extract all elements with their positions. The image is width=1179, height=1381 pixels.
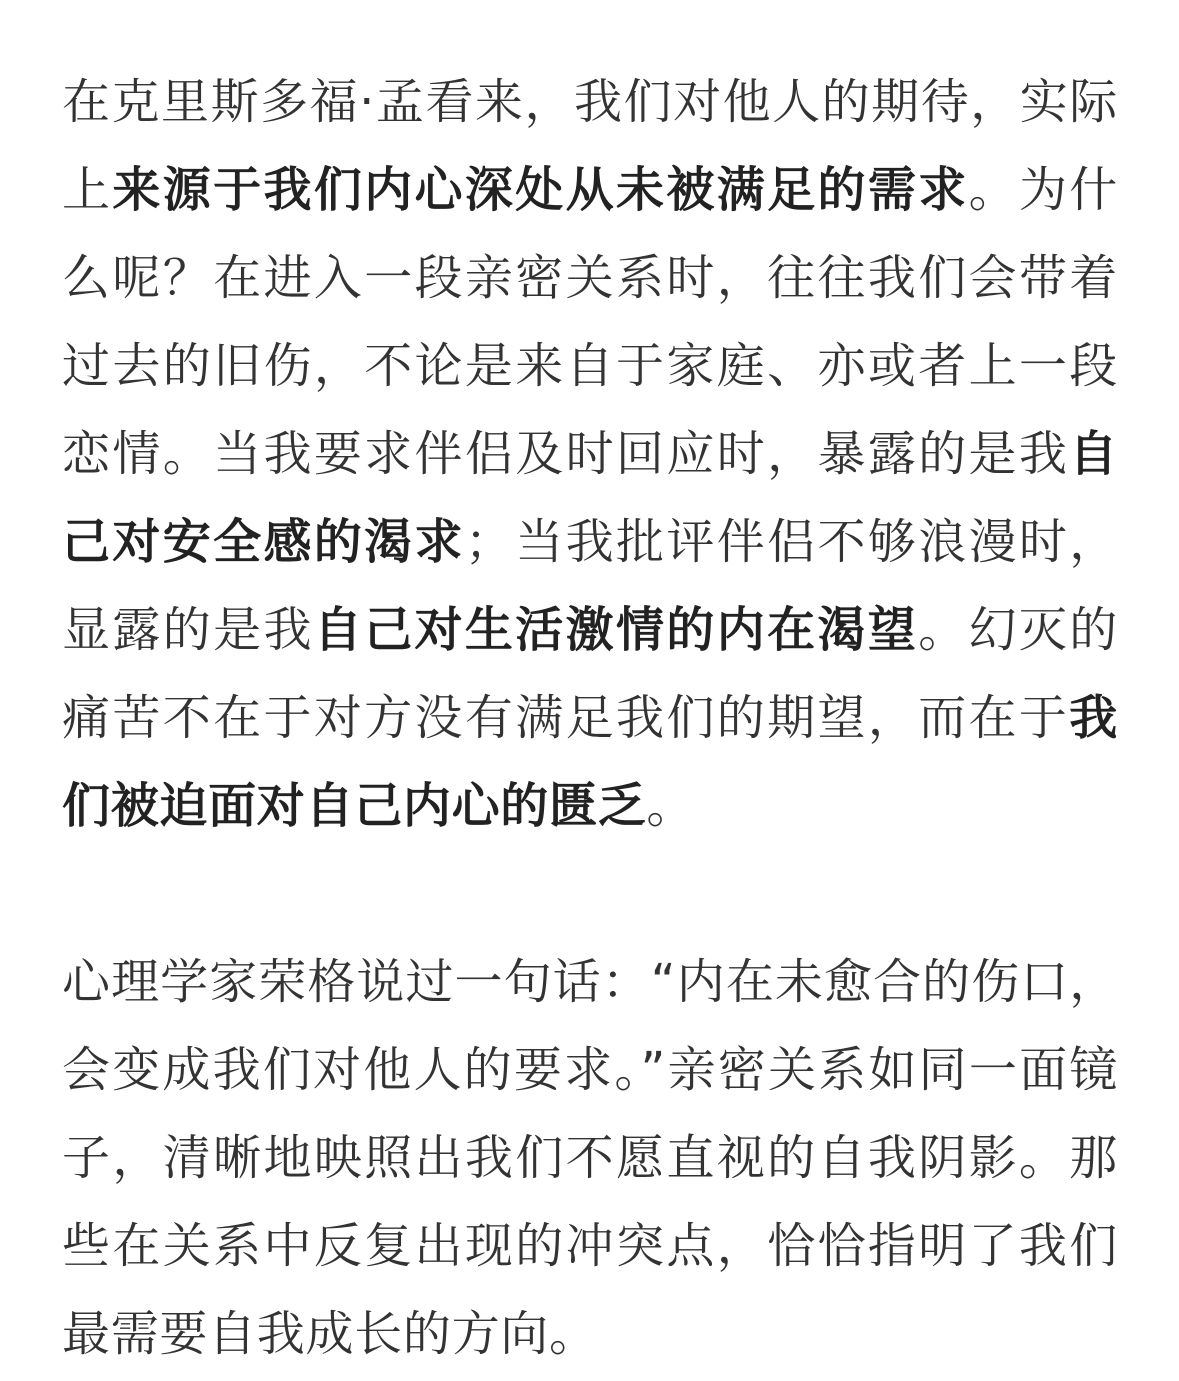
paragraph-1-emphasis-3: 自己对生活激情的内在渴望 (313, 602, 919, 658)
paragraph-1-text-2: 。为什么呢？在进入一段亲密关系时，往往我们会带着过去的旧伤，不论是来自于家庭、亦或者上一段恋情。当我要求伴侣及时回应时，暴露的是我 (62, 162, 1119, 482)
paragraph-1-emphasis-4: 我们被迫面对自己内心的匮乏 (62, 690, 1118, 834)
article-body (62, 58, 1118, 1378)
article-paragraph-1 (62, 58, 1118, 850)
paragraph-1-text-1: 在克里斯多福·孟看来，我们对他人的期待，实际上 (62, 74, 1118, 218)
paragraph-1-emphasis-2: 自己对安全感的渴求 (62, 426, 1118, 570)
paragraph-2-text-1: 心理学家荣格说过一句话：“内在未愈合的伤口，会变成我们对他人的要求。”亲密关系如同一面镜子，清晰地映照出我们不愿直视的自我阴影。那些在关系中反复出现的冲突点，恰恰指明了我们最需要自我成长的方向。 (62, 954, 1118, 1362)
paragraph-1-emphasis-1: 来源于我们内心深处从未被满足的需求 (112, 162, 969, 218)
paragraph-1-text-5: 。 (646, 778, 696, 834)
paragraph-1-text-3: ；当我批评伴侣不够浪漫时，显露的是我 (62, 514, 1118, 658)
paragraph-1-text-4: 。幻灭的痛苦不在于对方没有满足我们的期望，而在于 (62, 602, 1118, 746)
article-paragraph-2 (62, 938, 1118, 1378)
